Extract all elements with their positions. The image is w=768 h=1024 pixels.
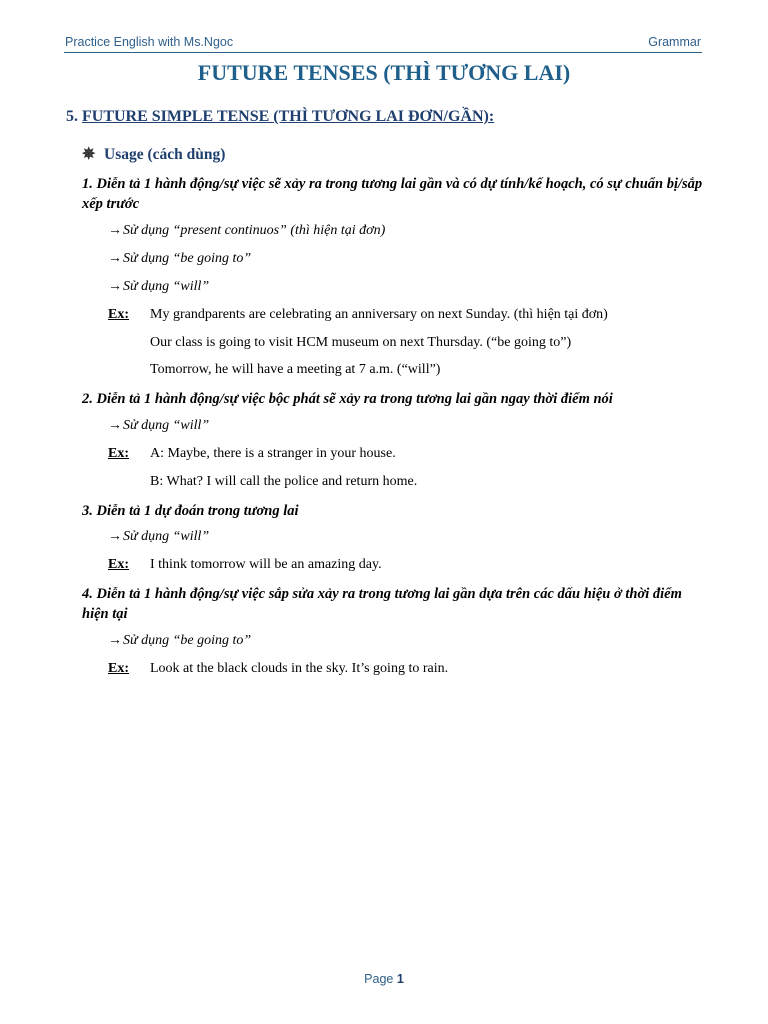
point-2-heading: 2. Diễn tả 1 hành động/sự việc bộc phát sẽ xảy ra trong tương lai gần ngay thời điểm nói (82, 391, 613, 407)
point-1-example-3: Tomorrow, he will have a meeting at 7 a.m. (“will”) (150, 362, 441, 377)
usage-heading (82, 144, 225, 164)
point-2-example-1: A: Maybe, there is a stranger in your house. (150, 446, 396, 461)
arrow-icon: → (108, 529, 122, 544)
point-1-example-1: My grandparents are celebrating an anniversary on next Sunday. (thì hiện tại đơn) (150, 307, 608, 322)
use-text: Sử dụng “will” (123, 279, 210, 294)
point-1-use-2 (108, 251, 251, 267)
point-1-ex-label: Ex: (108, 307, 129, 322)
point-4-heading: 4. Diễn tả 1 hành động/sự việc sắp sửa xảy ra trong tương lai gần dựa trên các dấu hiệu ở thời điểm hiện tại (82, 586, 682, 622)
page-footer (0, 972, 768, 986)
arrow-icon: → (108, 251, 122, 266)
section-title: FUTURE SIMPLE TENSE (THÌ TƯƠNG LAI ĐƠN/GẦN): (82, 108, 495, 125)
section-heading (66, 108, 494, 126)
point-1-use-3 (108, 279, 209, 295)
section-number: 5. (66, 108, 78, 125)
point-1-use-1 (108, 223, 385, 239)
use-text: Sử dụng “be going to” (123, 633, 252, 648)
page-number: 1 (396, 972, 404, 986)
use-text: Sử dụng “will” (123, 529, 210, 544)
point-2-example-2: B: What? I will call the police and return home. (150, 474, 418, 489)
page-label: Page (364, 972, 394, 986)
arrow-icon: → (108, 633, 122, 648)
use-text: Sử dụng “be going to” (123, 251, 252, 266)
usage-label: Usage (cách dùng) (104, 146, 226, 163)
point-2-ex-label: Ex: (108, 446, 129, 461)
page-title: FUTURE TENSES (THÌ TƯƠNG LAI) (197, 60, 571, 85)
point-4-ex-label: Ex: (108, 661, 129, 676)
use-text: Sử dụng “present continuos” (thì hiện tại đơn) (123, 223, 386, 238)
star-burst-icon: ✵ (82, 146, 96, 163)
point-3-ex-label: Ex: (108, 557, 129, 572)
header-right-text: Grammar (648, 35, 701, 49)
point-3-example-1: I think tomorrow will be an amazing day. (150, 557, 382, 572)
arrow-icon: → (108, 223, 122, 238)
point-3-use-1 (108, 529, 209, 545)
arrow-icon: → (108, 279, 122, 294)
arrow-icon: → (108, 418, 122, 433)
point-2-use-1 (108, 418, 209, 434)
point-4-example-1: Look at the black clouds in the sky. It’s going to rain. (150, 661, 449, 676)
page-header (64, 34, 702, 53)
point-1-heading: 1. Diễn tả 1 hành động/sự việc sẽ xảy ra trong tương lai gần và có dự tính/kế hoạch, có sự chuẩn bị/sắp xếp trước (82, 176, 703, 212)
point-4-use-1 (108, 633, 251, 649)
point-3-heading: 3. Diễn tả 1 dự đoán trong tương lai (82, 503, 299, 519)
point-1-example-2: Our class is going to visit HCM museum on next Thursday. (“be going to”) (150, 335, 572, 350)
use-text: Sử dụng “will” (123, 418, 210, 433)
header-left-text: Practice English with Ms.Ngoc (65, 35, 234, 49)
